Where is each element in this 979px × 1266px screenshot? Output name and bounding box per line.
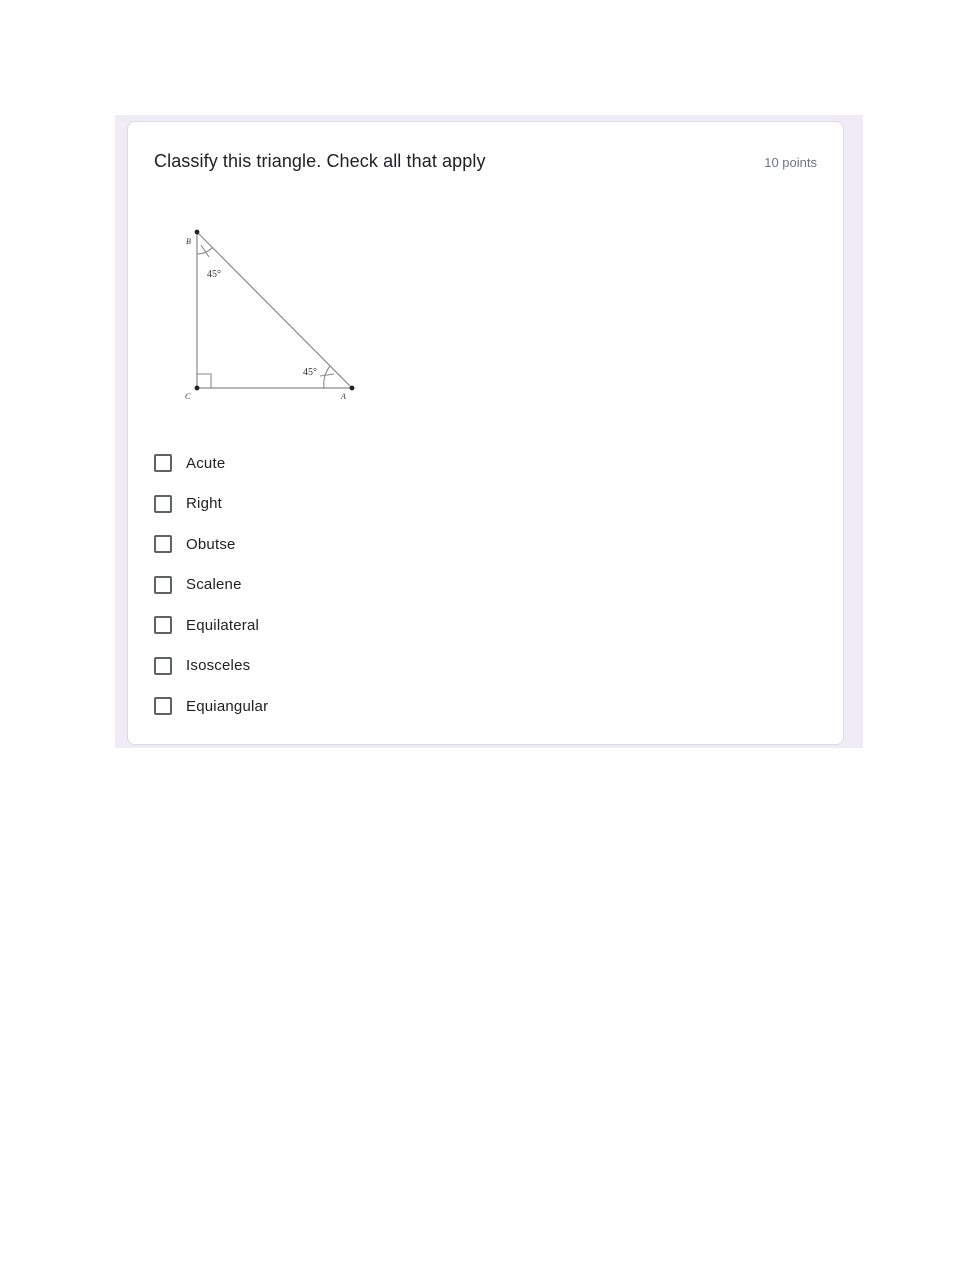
side-ba <box>197 232 352 388</box>
angle-arc-a <box>324 366 330 388</box>
right-angle-marker <box>197 374 211 388</box>
option-isosceles[interactable] <box>154 646 268 687</box>
option-acute[interactable] <box>154 443 268 484</box>
option-right[interactable] <box>154 484 268 525</box>
angle-b-label: 45° <box>207 269 221 280</box>
checkbox-isosceles[interactable] <box>154 657 172 675</box>
checkbox-right[interactable] <box>154 495 172 513</box>
option-label: Acute <box>186 454 226 472</box>
option-equilateral[interactable] <box>154 605 268 646</box>
option-label: Obutse <box>186 535 236 553</box>
option-equiangular[interactable] <box>154 686 268 727</box>
vertex-c-point <box>195 386 200 391</box>
option-scalene[interactable] <box>154 565 268 606</box>
question-card <box>127 121 844 745</box>
vertex-b-point <box>195 230 200 235</box>
triangle-figure <box>180 224 370 404</box>
angle-tick-a <box>320 374 334 376</box>
vertex-b-label: B <box>186 237 191 246</box>
option-label: Equilateral <box>186 616 260 634</box>
option-label: Right <box>186 495 223 513</box>
option-obutse[interactable] <box>154 524 268 565</box>
checkbox-options <box>154 443 268 727</box>
option-label: Isosceles <box>186 657 251 675</box>
checkbox-scalene[interactable] <box>154 576 172 594</box>
angle-a-label: 45° <box>303 367 317 378</box>
vertex-c-label: C <box>185 392 191 401</box>
vertex-a-label: A <box>341 392 346 401</box>
question-title: Classify this triangle. Check all that apply <box>154 151 486 171</box>
checkbox-equilateral[interactable] <box>154 616 172 634</box>
checkbox-equiangular[interactable] <box>154 697 172 715</box>
option-label: Scalene <box>186 576 242 594</box>
checkbox-acute[interactable] <box>154 454 172 472</box>
option-label: Equiangular <box>186 697 269 715</box>
vertex-a-point <box>350 386 355 391</box>
checkbox-obutse[interactable] <box>154 535 172 553</box>
points-label: 10 points <box>764 155 817 170</box>
